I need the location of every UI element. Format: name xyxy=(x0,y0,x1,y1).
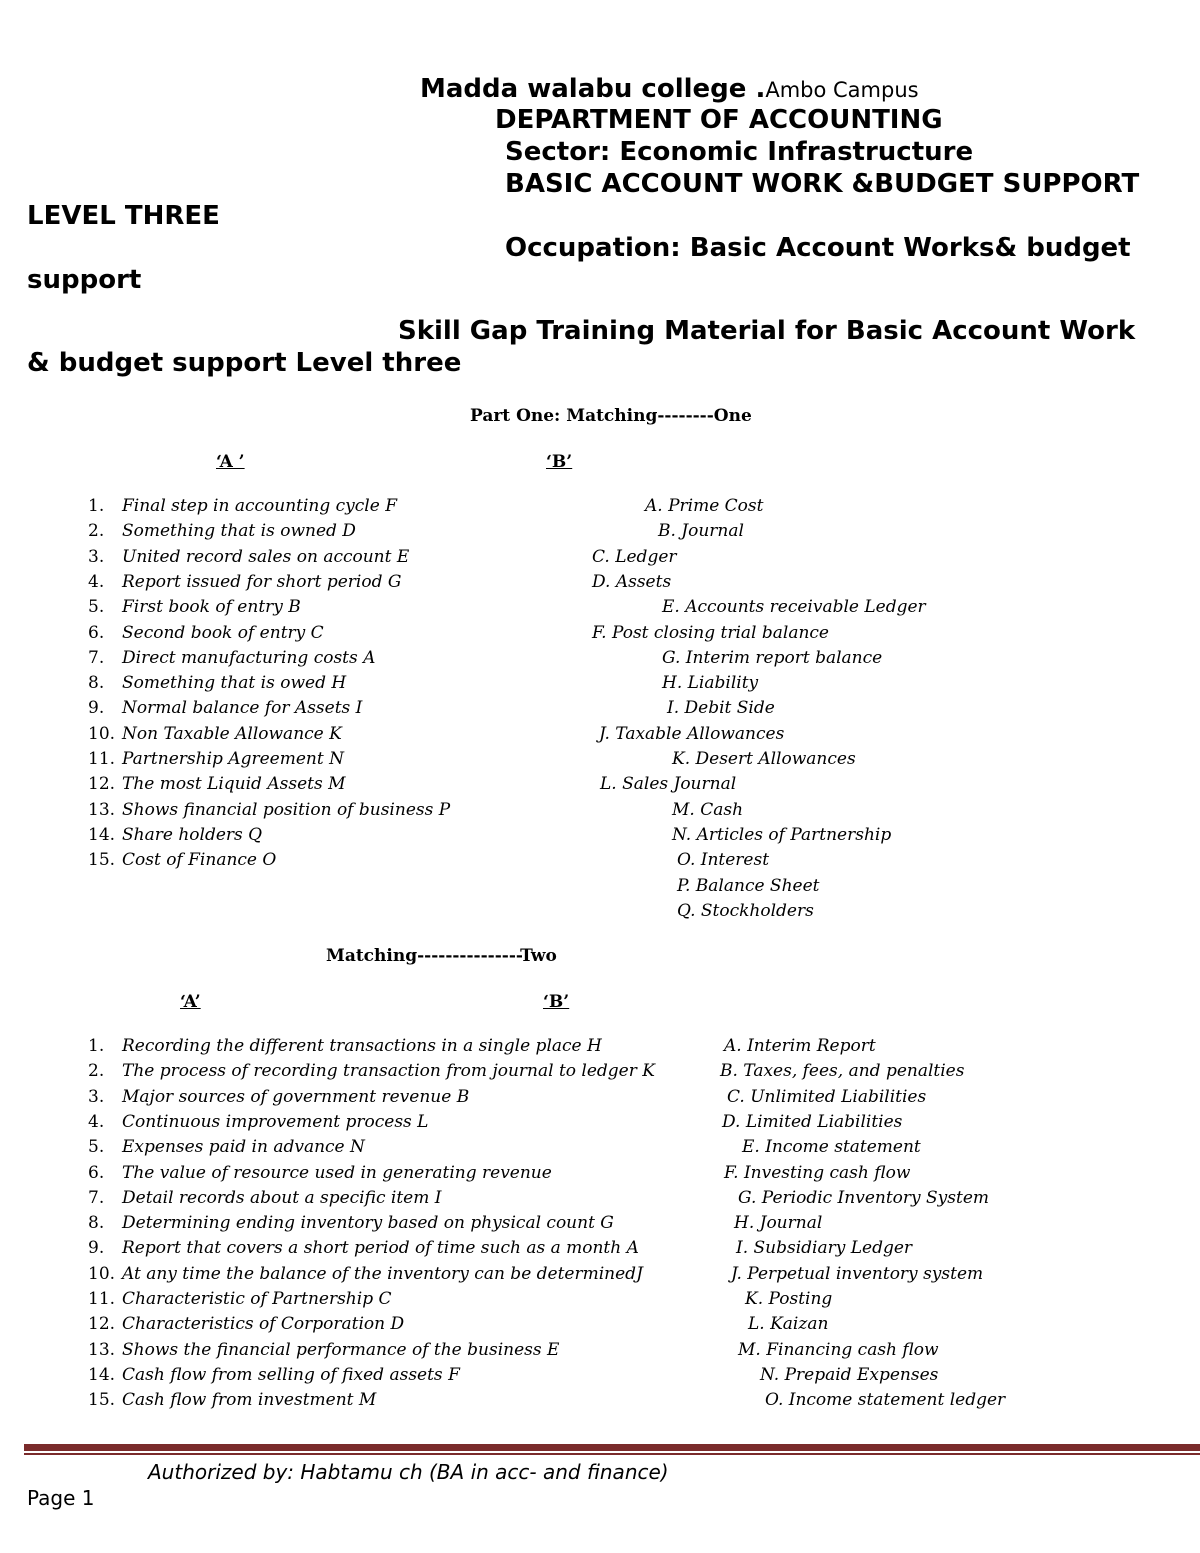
question-item xyxy=(88,498,397,515)
question-item xyxy=(88,751,344,768)
question-item xyxy=(88,1063,655,1080)
question-item xyxy=(88,1291,392,1308)
question-item xyxy=(88,1316,404,1333)
answer-option: J. Taxable Allowances xyxy=(599,723,785,744)
authorized-by: Authorized by: Habtamu ch (BA in acc- and finance) xyxy=(148,1460,669,1484)
answer-option: H. Journal xyxy=(734,1213,823,1234)
question-item xyxy=(88,1086,470,1107)
answer-option: B. Taxes, fees, and penalties xyxy=(720,1061,965,1082)
answer-option: D. Limited Liabilities xyxy=(722,1111,903,1132)
question-number: 11. xyxy=(88,749,116,769)
question-text: The process of recording transaction from journal to ledger K xyxy=(122,1061,655,1082)
question-number: 4. xyxy=(88,1111,105,1132)
answer-option: I. Debit Side xyxy=(667,698,775,719)
question-item xyxy=(88,1187,442,1208)
question-number: 7. xyxy=(88,647,105,668)
question-text: Final step in accounting cycle F xyxy=(122,496,398,516)
question-item xyxy=(88,776,346,793)
question-text: Second book of entry C xyxy=(122,622,324,643)
answer-option: P. Balance Sheet xyxy=(677,875,820,896)
sector-heading: Sector: Economic Infrastructure xyxy=(505,137,974,167)
question-item xyxy=(88,1263,643,1284)
answer-option: L. Sales Journal xyxy=(600,774,737,795)
question-item xyxy=(88,622,324,643)
question-text: Characteristic of Partnership C xyxy=(122,1289,392,1309)
part-one-col-b: ‘B’ xyxy=(546,452,573,472)
question-text: Share holders Q xyxy=(122,824,263,845)
answer-option: O. Interest xyxy=(677,850,770,871)
question-number: 2. xyxy=(88,521,105,542)
question-item xyxy=(88,571,402,592)
question-text: Cash flow from investment M xyxy=(122,1390,377,1411)
question-item xyxy=(88,1139,365,1156)
question-text: Direct manufacturing costs A xyxy=(122,647,376,668)
question-item xyxy=(88,1162,552,1183)
answer-option: N. Prepaid Expenses xyxy=(760,1364,939,1385)
part-two-title: Matching---------------Two xyxy=(326,946,557,966)
question-number: 5. xyxy=(88,1137,105,1158)
question-item xyxy=(88,523,356,540)
part-two-col-b: ‘B’ xyxy=(543,992,570,1012)
question-text: Something that is owned D xyxy=(122,521,356,542)
answer-option: I. Subsidiary Ledger xyxy=(736,1238,913,1259)
question-text: Determining ending inventory based on physical count G xyxy=(122,1213,614,1234)
question-text: The most Liquid Assets M xyxy=(122,774,346,795)
question-text: At any time the balance of the inventory can be determinedJ xyxy=(122,1263,643,1284)
document-title: Skill Gap Training Material for Basic Account Work xyxy=(398,316,1136,346)
answer-option: L. Kaizan xyxy=(748,1314,829,1335)
footer-rule xyxy=(24,1444,1200,1451)
page-number: Page 1 xyxy=(27,1486,95,1510)
question-text: Recording the different transactions in a single place H xyxy=(122,1036,602,1056)
question-text: Major sources of government revenue B xyxy=(122,1086,470,1107)
question-text: Report issued for short period G xyxy=(122,571,402,592)
question-number: 15. xyxy=(88,850,116,871)
question-number: 4. xyxy=(88,571,105,592)
question-item xyxy=(88,700,362,717)
question-item xyxy=(88,799,451,820)
answer-option: B. Journal xyxy=(658,521,744,542)
question-number: 15. xyxy=(88,1390,116,1411)
question-text: Something that is owed H xyxy=(122,673,347,694)
question-item xyxy=(88,1038,602,1055)
question-number: 3. xyxy=(88,1086,105,1107)
question-number: 10. xyxy=(88,723,116,744)
question-item xyxy=(88,1339,560,1360)
question-item xyxy=(88,723,342,744)
question-item xyxy=(88,647,376,668)
question-number: 5. xyxy=(88,597,105,618)
answer-option: E. Income statement xyxy=(742,1137,921,1158)
answer-option: J. Perpetual inventory system xyxy=(731,1263,984,1284)
document-title-cont: & budget support Level three xyxy=(27,348,462,378)
question-text: Normal balance for Assets I xyxy=(122,698,363,719)
question-text: The value of resource used in generating revenue xyxy=(122,1162,552,1183)
question-item xyxy=(88,599,301,616)
question-item xyxy=(88,1215,614,1232)
question-number: 1. xyxy=(88,496,105,516)
program-heading: BASIC ACCOUNT WORK &BUDGET SUPPORT xyxy=(505,169,1140,199)
occupation-heading: Occupation: Basic Account Works& budget xyxy=(505,233,1131,263)
answer-option: A. Prime Cost xyxy=(645,496,764,516)
college-name xyxy=(420,76,919,102)
question-item xyxy=(88,1392,376,1409)
question-text: Shows financial position of business P xyxy=(122,799,451,820)
part-one-title: Part One: Matching--------One xyxy=(470,406,752,426)
question-text: First book of entry B xyxy=(122,597,301,618)
answer-option: G. Interim report balance xyxy=(662,647,883,668)
question-text: Cash flow from selling of fixed assets F xyxy=(122,1364,460,1385)
question-number: 7. xyxy=(88,1187,105,1208)
question-number: 3. xyxy=(88,546,105,567)
answer-option: F. Post closing trial balance xyxy=(592,622,829,643)
question-item xyxy=(88,1240,639,1257)
question-number: 2. xyxy=(88,1061,105,1082)
question-number: 13. xyxy=(88,799,116,820)
answer-option: N. Articles of Partnership xyxy=(672,824,892,845)
campus-label: Ambo Campus xyxy=(765,78,919,102)
question-number: 11. xyxy=(88,1289,116,1309)
answer-option: E. Accounts receivable Ledger xyxy=(662,597,926,618)
question-number: 12. xyxy=(88,774,116,795)
question-number: 8. xyxy=(88,1213,105,1234)
question-item xyxy=(88,546,410,567)
answer-option: A. Interim Report xyxy=(724,1036,876,1056)
part-one-col-a: ‘A ’ xyxy=(216,452,245,472)
answer-option: G. Periodic Inventory System xyxy=(738,1187,990,1208)
question-number: 14. xyxy=(88,824,116,845)
answer-option: Q. Stockholders xyxy=(677,900,814,921)
footer-rule-thin xyxy=(24,1453,1200,1455)
question-item xyxy=(88,675,346,692)
question-number: 9. xyxy=(88,698,105,719)
question-item xyxy=(88,824,263,845)
occupation-heading-cont: support xyxy=(27,265,142,295)
part-two-col-a: ‘A’ xyxy=(180,992,201,1012)
question-text: Expenses paid in advance N xyxy=(122,1137,365,1158)
question-item xyxy=(88,1364,460,1385)
answer-option: M. Financing cash flow xyxy=(738,1339,939,1360)
question-number: 12. xyxy=(88,1314,116,1335)
question-number: 8. xyxy=(88,673,105,694)
question-number: 14. xyxy=(88,1364,116,1385)
answer-option: D. Assets xyxy=(592,571,672,592)
question-text: Continuous improvement process L xyxy=(122,1111,429,1132)
question-text: Partnership Agreement N xyxy=(122,749,344,769)
question-text: Detail records about a specific item I xyxy=(122,1187,442,1208)
question-number: 6. xyxy=(88,622,105,643)
question-number: 1. xyxy=(88,1036,105,1056)
answer-option: K. Posting xyxy=(745,1289,833,1309)
question-text: United record sales on account E xyxy=(122,546,410,567)
question-item xyxy=(88,852,276,869)
question-text: Characteristics of Corporation D xyxy=(122,1314,405,1335)
answer-option: K. Desert Allowances xyxy=(672,749,856,769)
college-label: Madda walabu college . xyxy=(420,74,766,104)
question-number: 6. xyxy=(88,1162,105,1183)
answer-option: F. Investing cash flow xyxy=(724,1162,911,1183)
question-number: 13. xyxy=(88,1339,116,1360)
answer-option: C. Unlimited Liabilities xyxy=(727,1086,927,1107)
answer-option: O. Income statement ledger xyxy=(765,1390,1006,1411)
question-text: Cost of Finance O xyxy=(122,850,277,871)
question-item xyxy=(88,1111,429,1132)
department-heading: DEPARTMENT OF ACCOUNTING xyxy=(495,105,943,135)
question-text: Report that covers a short period of time such as a month A xyxy=(122,1238,639,1259)
answer-option: C. Ledger xyxy=(592,546,677,567)
question-text: Shows the financial performance of the business E xyxy=(122,1339,560,1360)
question-number: 10. xyxy=(88,1263,116,1284)
answer-option: H. Liability xyxy=(662,673,759,694)
level-heading: LEVEL THREE xyxy=(27,201,220,231)
question-text: Non Taxable Allowance K xyxy=(122,723,342,744)
question-number: 9. xyxy=(88,1238,105,1259)
answer-option: M. Cash xyxy=(672,799,744,820)
